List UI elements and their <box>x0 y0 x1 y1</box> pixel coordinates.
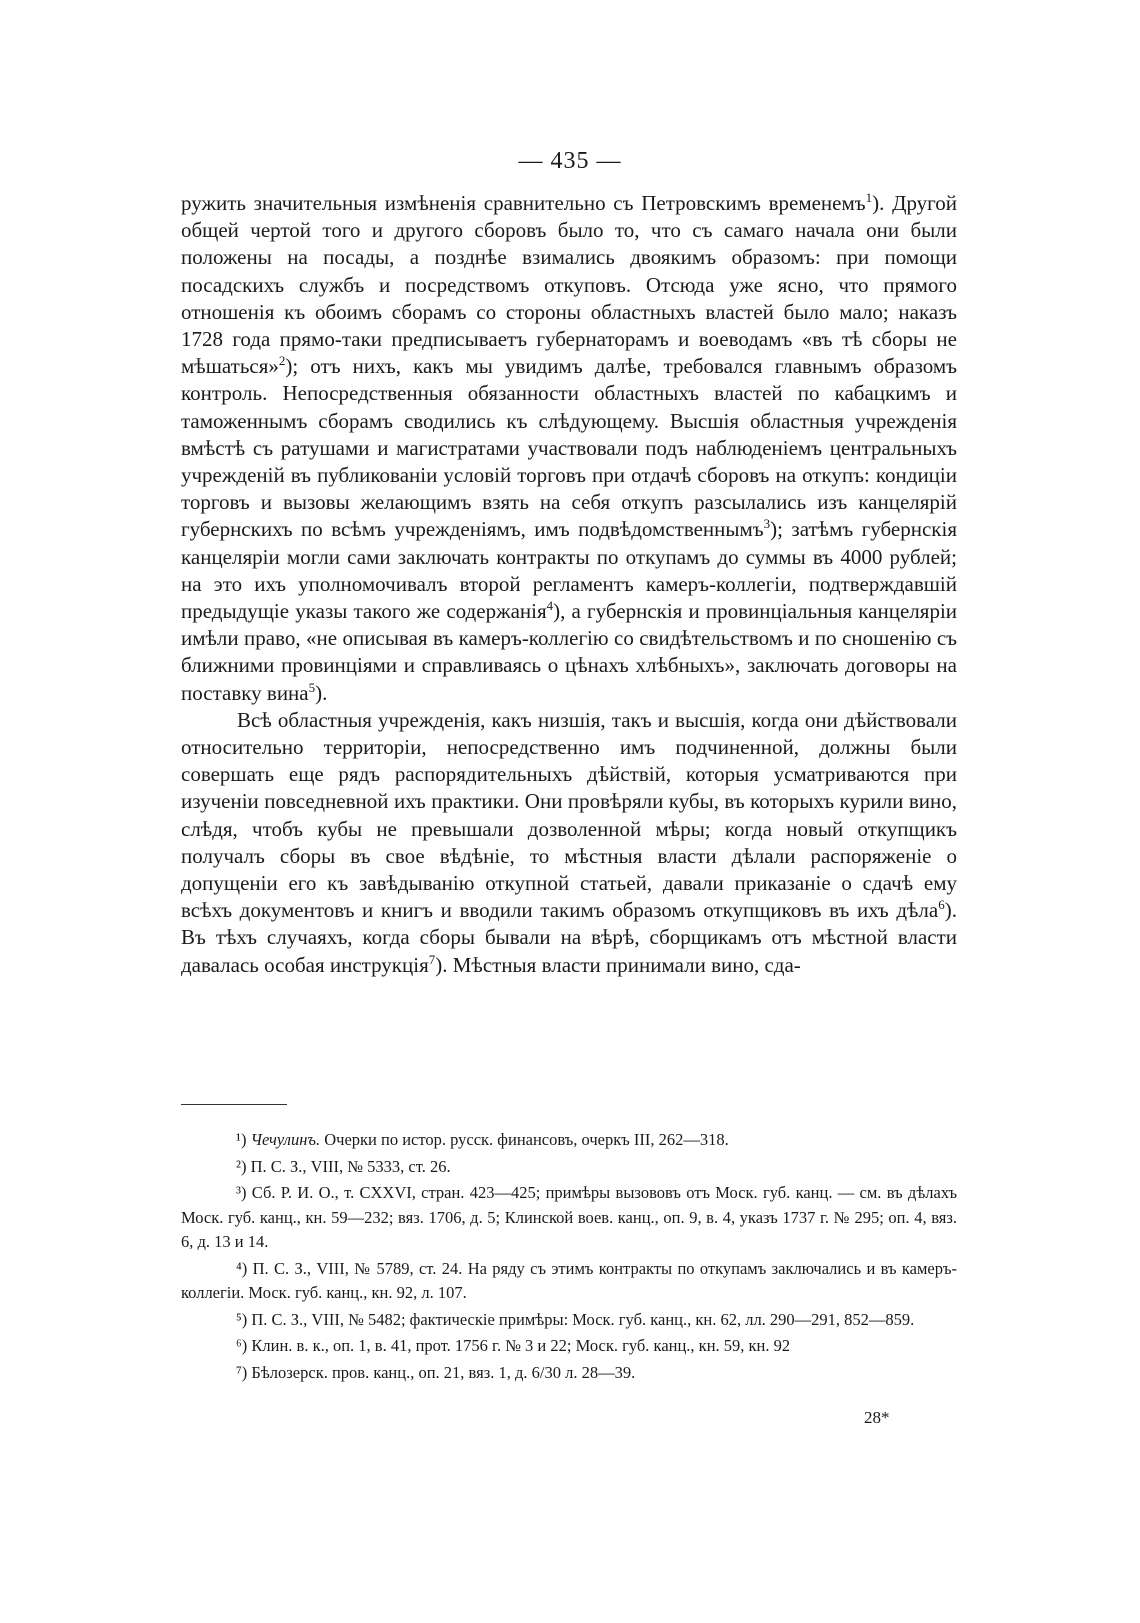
footnote-ref-2[interactable]: 2 <box>278 353 286 369</box>
text-segment: ружить значительныя измѣненія сравнительно съ Петровскимъ временемъ <box>181 191 866 215</box>
footnote-text: Очерки по истор. русск. финансовъ, очеркъ III, 262—318. <box>320 1130 729 1149</box>
footnote-text: П. С. З., VIII, № 5789, ст. 24. На ряду съ этимъ контракты по откупамъ заключались и въ камеръ-коллегіи. Моск. губ. канц., кн. 92, л. 107. <box>181 1258 958 1302</box>
footnote-ref-1[interactable]: 1 <box>865 190 873 205</box>
footnote-ref-3[interactable]: 3 <box>763 516 771 532</box>
footnote-1 <box>181 1128 957 1153</box>
footnote-text: П. С. З., VIII, № 5482; фактическіе примѣры: Моск. губ. канц., кн. 62, лл. 290—291, 852—859. <box>251 1309 915 1329</box>
footnote-number: ⁷) <box>236 1362 248 1382</box>
page-number: — 435 — <box>518 148 622 174</box>
footnote-text: Сб. Р. И. О., т. CXXVI, стран. 423—425; примѣры вызововъ отъ Моск. губ. канц. — см. въ дѣлахъ Моск. губ. канц., кн. 59—232; вяз. 1706, д. 5; Клинской воев. канц., оп. 9, в. 4, указъ 1737 г. № 295; оп. 4, вяз. 6, д. 13 и 14. <box>181 1183 957 1251</box>
footnote-number: ²) <box>236 1156 247 1176</box>
footnote-6 <box>181 1334 957 1359</box>
footnotes <box>181 1128 957 1387</box>
text-segment: ). Въ тѣхъ случаяхъ, когда сборы бывали на вѣрѣ, сборщикамъ отъ мѣстной власти давалась особая инструкція <box>181 898 957 977</box>
footnote-5 <box>181 1308 957 1333</box>
footnote-number: ⁶) <box>236 1336 248 1355</box>
paragraph-1 <box>181 190 957 707</box>
text-segment: ), а губернскія и провинціальныя канцеляріи имѣли право, «не описывая въ камеръ-коллегію со свидѣтельствомъ и по сношенію съ ближними провинціями и справливаясь о цѣнахъ хлѣбныхъ», заключать договоры на поставку вина <box>181 599 958 705</box>
footnote-number: ³) <box>236 1183 247 1202</box>
footnote-ref-5[interactable]: 5 <box>308 679 316 695</box>
footnote-text: П. С. З., VIII, № 5333, ст. 26. <box>250 1156 451 1176</box>
footnote-3 <box>181 1181 957 1255</box>
text-segment: Всѣ областныя учрежденія, какъ низшія, такъ и высшія, когда они дѣйствовали относительно территоріи, непосредственно имъ подчиненной, должны были совершать еще рядъ распорядительныхъ дѣйствій, которыя усматриваются при изученіи повседневной ихъ практики. Они провѣряли кубы, въ которыхъ курили вино, слѣдя, чтобъ кубы не превышали дозволенной мѣры; когда новый откупщикъ получалъ сборы въ свое вѣдѣніе, то мѣстныя власти дѣлали распоряженіе о допущеніи его къ завѣдыванію откупной статьей, давали приказаніе о сдачѣ ему всѣхъ документовъ и книгъ и вводили такимъ образомъ откупщиковъ въ ихъ дѣла <box>181 707 957 923</box>
text-segment: ); отъ нихъ, какъ мы увидимъ далѣе, требовался главнымъ образомъ контроль. Непосредственныя обязанности областныхъ властей по кабацкимъ и таможеннымъ сборамъ сводились къ слѣдующему. Высшія областныя учрежденія вмѣстѣ съ ратушами и магистратами участвовали подъ наблюденіемъ центральныхъ учрежденій въ публикованіи условій торговъ при отдачѣ сборовъ на откупъ: кондиціи торговъ и вызовы желающимъ взять на себя откупъ разсылались изъ канцелярій губернскихъ по всѣмъ учрежденіямъ, имъ подвѣдомственнымъ <box>181 354 957 542</box>
main-text <box>181 190 957 979</box>
text-segment: ). <box>315 680 328 705</box>
text-segment: ). Другой общей чертой того и другого сборовъ было то, что съ самаго начала они были положены на посады, а позднѣе взимались двоякимъ образомъ: при помощи посадскихъ службъ и посредствомъ откуповъ. Отсюда уже ясно, что прямого отношенія къ обоимъ сборамъ со стороны областныхъ властей было мало; наказъ 1728 года прямо-таки предписываетъ губернаторамъ и воеводамъ «въ тѣ сборы не мѣшаться» <box>181 191 957 379</box>
footnote-ref-7[interactable]: 7 <box>428 951 436 967</box>
paragraph-2 <box>181 707 957 979</box>
footnote-4 <box>181 1257 957 1306</box>
footnote-number: ⁵) <box>236 1309 248 1329</box>
footnote-number: ¹) <box>236 1130 247 1149</box>
text-segment: ); затѣмъ губернскія канцеляріи могли сами заключать контракты по откупамъ до суммы въ 4000 рублей; на это ихъ уполномочивалъ второй регламентъ камеръ-коллегіи, подтверждавшій предыдущіе указы такого же содержанія <box>181 517 957 624</box>
text-segment: ). Мѣстныя власти принимали вино, сда- <box>435 952 801 977</box>
signature-mark: 28* <box>864 1408 890 1427</box>
footnote-divider <box>181 1104 287 1105</box>
footnote-text: Клин. в. к., оп. 1, в. 41, прот. 1756 г. № 3 и 22; Моск. губ. канц., кн. 59, кн. 92 <box>251 1336 791 1355</box>
footnote-2 <box>181 1155 957 1180</box>
footnote-author: Чечулинъ. <box>250 1130 321 1149</box>
footnote-text: Бѣлозерск. пров. канц., оп. 21, вяз. 1, д. 6/30 л. 28—39. <box>251 1362 636 1382</box>
footnote-7 <box>181 1361 957 1386</box>
footnote-ref-4[interactable]: 4 <box>546 598 554 614</box>
footnote-ref-6[interactable]: 6 <box>938 897 945 913</box>
footnote-number: ⁴) <box>236 1258 248 1278</box>
